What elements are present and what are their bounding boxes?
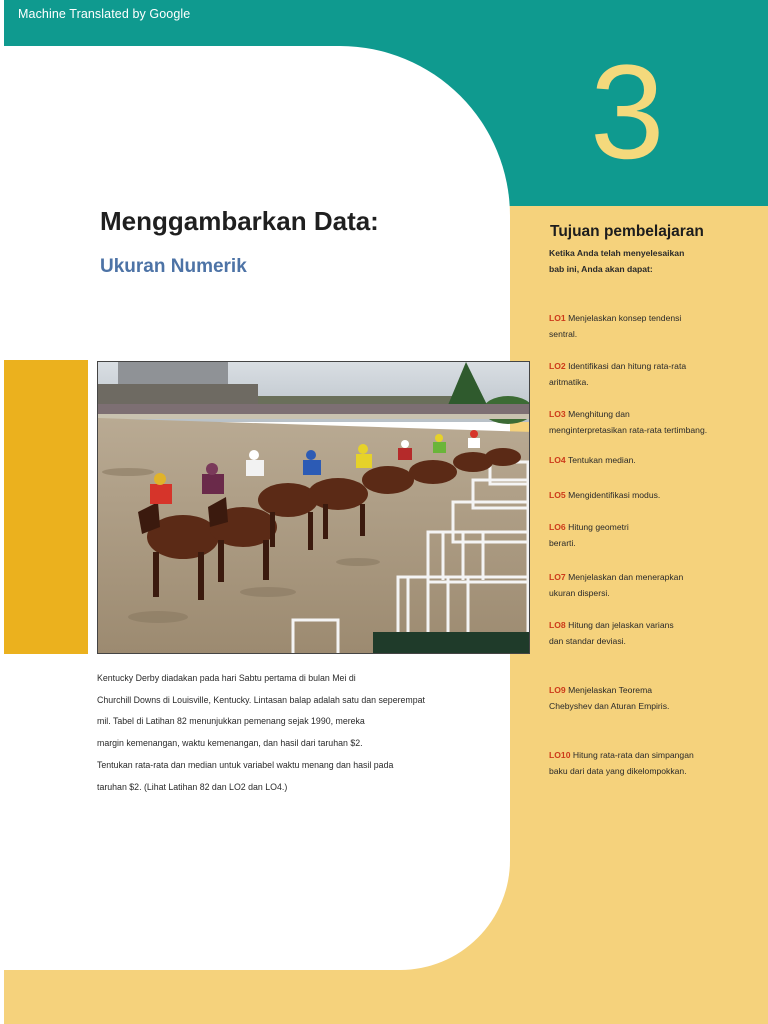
objective-code: LO8 xyxy=(549,620,566,630)
objective-lo4 xyxy=(549,452,749,468)
objective-code: LO4 xyxy=(549,455,566,465)
chapter-title: Menggambarkan Data: xyxy=(100,206,379,236)
machine-translated-label: Machine Translated by Google xyxy=(18,7,191,21)
objective-lo7 xyxy=(549,569,749,601)
objectives-intro-line: Ketika Anda telah menyelesaikan xyxy=(549,248,685,258)
objective-text: Menjelaskan konsep tendensi xyxy=(568,313,682,323)
accent-bar xyxy=(4,360,88,654)
horse-race-photo xyxy=(97,361,530,654)
objective-code: LO6 xyxy=(549,522,566,532)
objective-text: sentral. xyxy=(549,329,578,339)
objective-text: Hitung dan jelaskan varians xyxy=(568,620,674,630)
objective-code: LO5 xyxy=(549,490,566,500)
objective-lo2 xyxy=(549,358,749,390)
intro-line: taruhan $2. (Lihat Latihan 82 dan LO2 dan LO4.) xyxy=(97,781,288,792)
objective-lo5 xyxy=(549,487,749,503)
objective-code: LO3 xyxy=(549,409,566,419)
chapter-subtitle: Ukuran Numerik xyxy=(100,256,247,277)
objective-code: LO10 xyxy=(549,750,571,760)
objective-code: LO1 xyxy=(549,313,566,323)
chapter-number: 3 xyxy=(590,38,665,187)
objective-lo3 xyxy=(549,406,749,438)
intro-line: Kentucky Derby diadakan pada hari Sabtu pertama di bulan Mei di xyxy=(97,673,356,683)
intro-line: Churchill Downs di Louisville, Kentucky. Lintasan balap adalah satu dan seperempat xyxy=(97,694,425,705)
objective-text: aritmatika. xyxy=(549,377,589,387)
objective-text: Menjelaskan Teorema xyxy=(568,685,653,695)
objective-code: LO9 xyxy=(549,685,566,695)
objectives-intro xyxy=(549,245,684,277)
objective-lo10 xyxy=(549,747,749,779)
objective-lo8 xyxy=(549,617,749,649)
objective-text: Identifikasi dan hitung rata-rata xyxy=(568,361,687,371)
intro-line: margin kemenangan, waktu kemenangan, dan hasil dari taruhan $2. xyxy=(97,738,363,749)
objective-text: Tentukan median. xyxy=(567,455,636,465)
objectives-intro-line: bab ini, Anda akan dapat: xyxy=(549,264,653,274)
objective-text: berarti. xyxy=(549,538,576,548)
objective-text: baku dari data yang dikelompokkan. xyxy=(549,766,687,776)
objective-text: ukuran dispersi. xyxy=(549,588,610,598)
objective-text: Hitung geometri xyxy=(568,522,629,532)
objective-text: dan standar deviasi. xyxy=(549,636,626,646)
objective-text: Menghitung dan xyxy=(568,409,630,419)
objective-code: LO2 xyxy=(549,361,566,371)
intro-line: mil. Tabel di Latihan 82 menunjukkan pemenang sejak 1990, mereka xyxy=(97,716,365,727)
intro-paragraph xyxy=(97,668,477,798)
objective-text: Menjelaskan dan menerapkan xyxy=(568,572,684,582)
objectives-title: Tujuan pembelajaran xyxy=(550,223,704,240)
objective-text: menginterpretasikan rata-rata tertimbang. xyxy=(549,425,708,435)
objective-text: Hitung rata-rata dan simpangan xyxy=(572,750,694,760)
objective-text: Mengidentifikasi modus. xyxy=(568,490,661,500)
intro-line: Tentukan rata-rata dan median untuk variabel waktu menang dan hasil pada xyxy=(97,759,394,770)
objective-code: LO7 xyxy=(549,572,566,582)
objective-lo1 xyxy=(549,310,749,342)
objective-lo9 xyxy=(549,682,749,714)
objective-text: Chebyshev dan Aturan Empiris. xyxy=(549,701,670,711)
objective-lo6 xyxy=(549,519,749,551)
